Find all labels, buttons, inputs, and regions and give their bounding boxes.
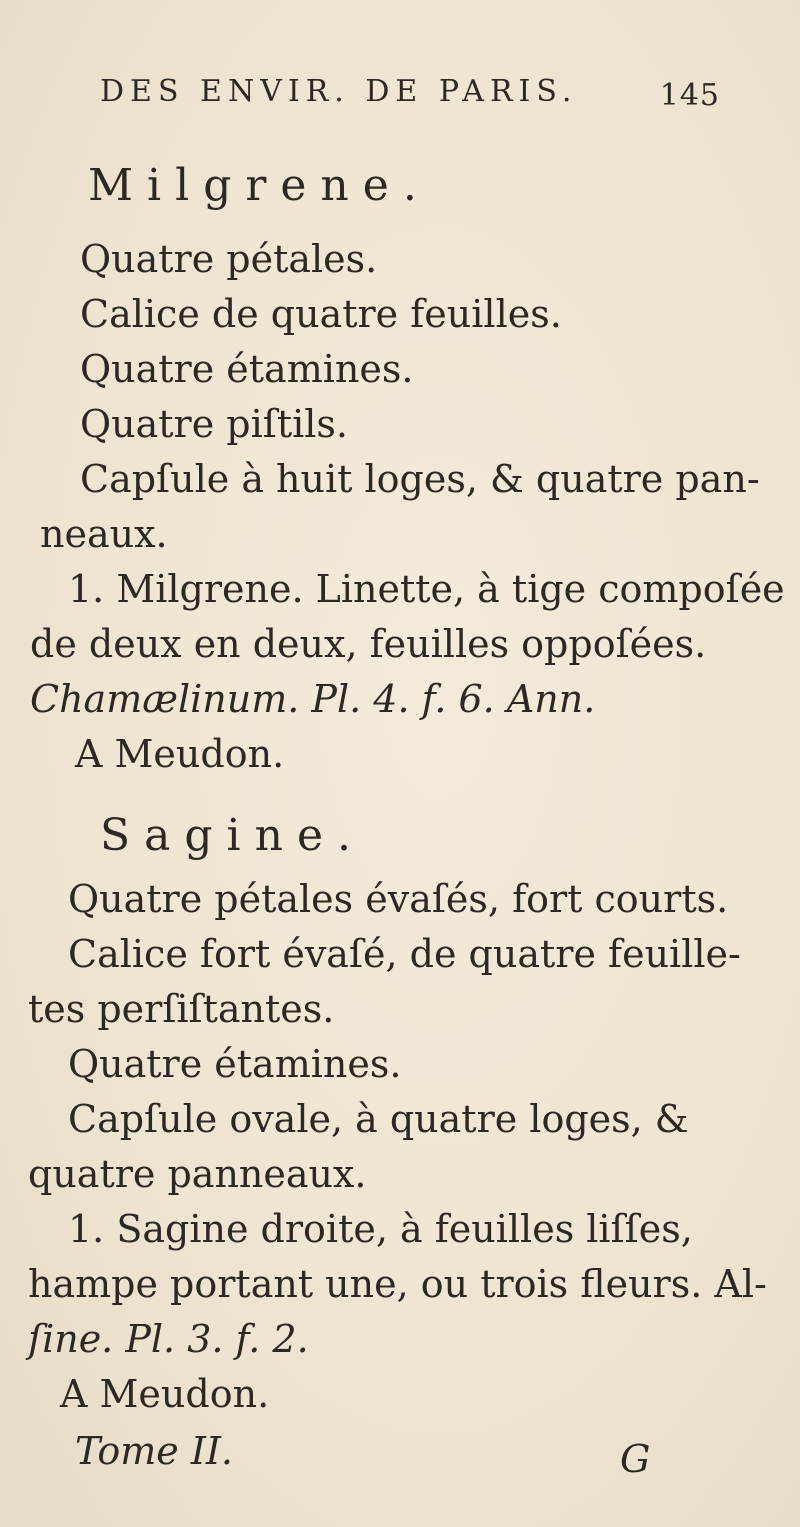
text-line: 1. Milgrene. Linette, à tige compoſée bbox=[68, 567, 785, 611]
text-line: Quatre piſtils. bbox=[80, 402, 348, 446]
running-header bbox=[100, 74, 720, 113]
running-title: DES ENVIR. DE PARIS. bbox=[100, 74, 578, 109]
signature-mark: G bbox=[620, 1437, 651, 1481]
text-line: Quatre pétales. bbox=[80, 237, 378, 281]
text-line: Quatre pétales évaſés, fort courts. bbox=[68, 877, 729, 921]
text-line: hampe portant une, ou trois fleurs. Al- bbox=[28, 1262, 767, 1306]
text-line: quatre panneaux. bbox=[28, 1152, 367, 1196]
text-line: ſine. Pl. 3. f. 2. bbox=[28, 1317, 309, 1361]
text-line: A Meudon. bbox=[60, 1372, 270, 1416]
text-line: Chamælinum. Pl. 4. f. 6. Ann. bbox=[30, 677, 596, 721]
text-line: Capſule à huit loges, & quatre pan- bbox=[80, 457, 760, 501]
text-line: tes perſiſtantes. bbox=[28, 987, 335, 1031]
text-line: Capſule ovale, à quatre loges, & bbox=[68, 1097, 689, 1141]
text-line: A Meudon. bbox=[75, 732, 285, 776]
section-title-milgrene: Milgrene. bbox=[88, 160, 431, 211]
text-line: 1. Sagine droite, à feuilles liſſes, bbox=[68, 1207, 693, 1251]
text-line: Calice fort évaſé, de quatre feuille- bbox=[68, 932, 741, 976]
text-line: neaux. bbox=[40, 512, 168, 556]
text-line: de deux en deux, feuilles oppoſées. bbox=[30, 622, 707, 666]
signature-volume: Tome II. bbox=[75, 1429, 233, 1473]
text-line: Quatre étamines. bbox=[68, 1042, 402, 1086]
section-title-sagine: Sagine. bbox=[100, 810, 365, 861]
text-line: Calice de quatre feuilles. bbox=[80, 292, 562, 336]
text-line: Quatre étamines. bbox=[80, 347, 414, 391]
page-number: 145 bbox=[659, 78, 720, 113]
